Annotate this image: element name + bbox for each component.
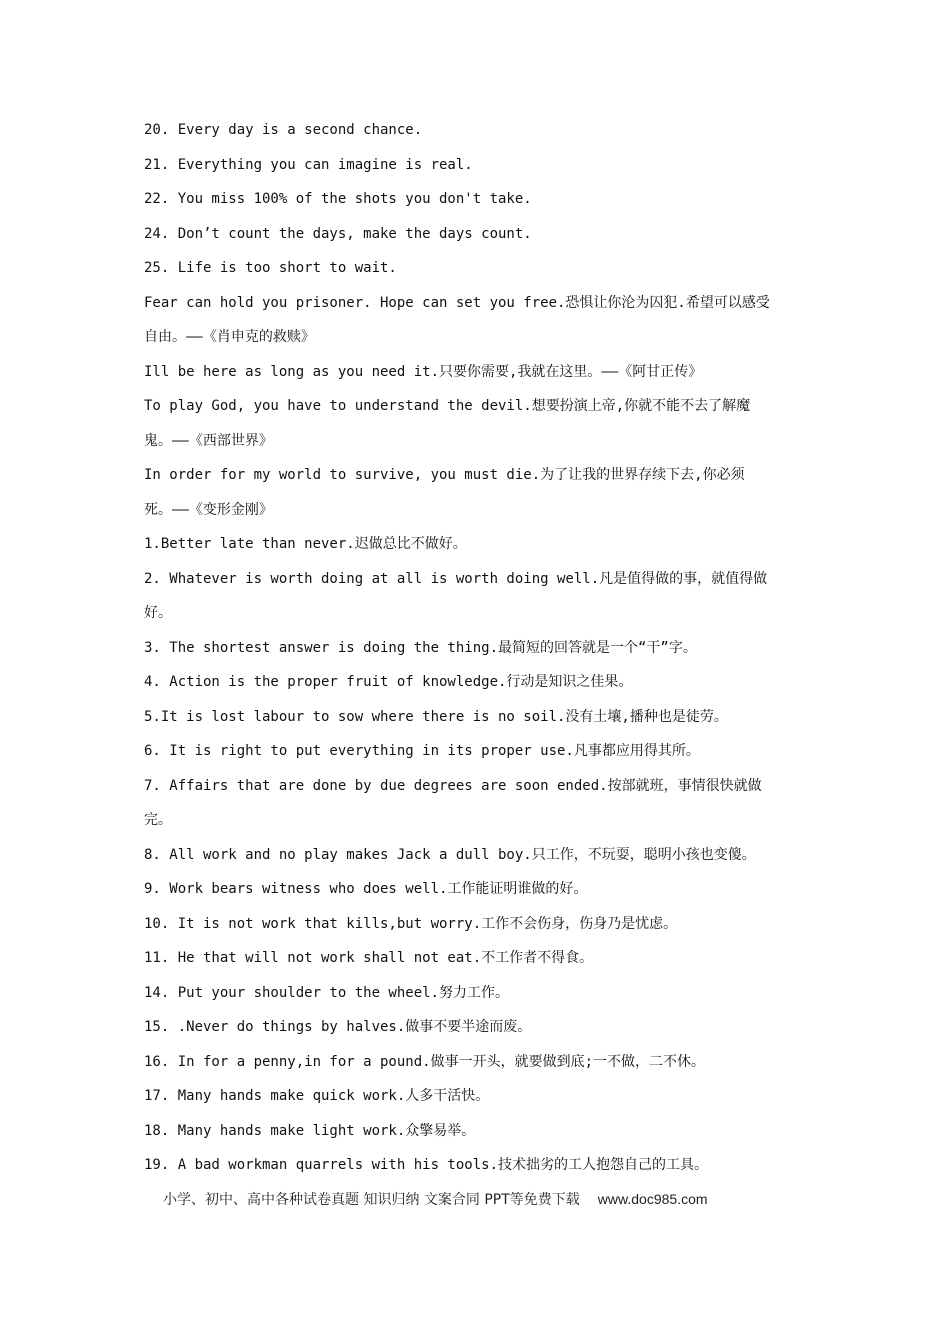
- text-line: 1.Better late than never.迟做总比不做好。: [144, 536, 467, 552]
- text-line: 24. Don’t count the days, make the days count.: [144, 225, 532, 242]
- text-line: 17. Many hands make quick work.人多干活快。: [144, 1088, 490, 1104]
- text-line: 2. Whatever is worth doing at all is worth doing well.凡是值得做的事，就值得做: [144, 570, 768, 587]
- text-line: 8. All work and no play makes Jack a dull boy.只工作，不玩耍，聪明小孩也变傻。: [144, 846, 756, 863]
- text-line: In order for my world to survive, you must die.为了让我的世界存续下去,你必须: [144, 467, 745, 483]
- footer-url: www.doc985.com: [597, 1191, 708, 1207]
- text-line: 19. A bad workman quarrels with his tools.技术拙劣的工人抱怨自己的工具。: [144, 1157, 709, 1173]
- text-line: 11. He that will not work shall not eat.不工作者不得食。: [144, 950, 594, 966]
- text-line: 鬼。——《西部世界》: [144, 432, 273, 449]
- text-line: Fear can hold you prisoner. Hope can set you free.恐惧让你沦为囚犯.希望可以感受: [144, 294, 770, 311]
- text-line: 4. Action is the proper fruit of knowledge.行动是知识之佳果。: [144, 674, 633, 690]
- text-line: 25. Life is too short to wait.: [144, 260, 397, 276]
- text-line: 16. In for a penny,in for a pound.做事一开头，就要做到底;一不做，二不休。: [144, 1053, 706, 1070]
- text-line: 18. Many hands make light work.众擎易举。: [144, 1122, 476, 1139]
- text-line: 好。: [144, 605, 172, 621]
- text-line: 自由。——《肖申克的救赎》: [144, 329, 315, 345]
- page-footer: [163, 1189, 803, 1209]
- text-line: 22. You miss 100% of the shots you don't take.: [144, 191, 532, 207]
- text-line: 20. Every day is a second chance.: [144, 122, 423, 138]
- text-line: 完。: [144, 812, 172, 828]
- text-line: 死。——《变形金刚》: [144, 501, 273, 518]
- text-line: To play God, you have to understand the devil.想要扮演上帝,你就不能不去了解魔: [144, 398, 751, 414]
- text-line: 9. Work bears witness who does well.工作能证明谁做的好。: [144, 881, 588, 897]
- text-line: Ill be here as long as you need it.只要你需要,我就在这里。——《阿甘正传》: [144, 363, 703, 380]
- text-line: 3. The shortest answer is doing the thing.最简短的回答就是一个“干”字。: [144, 639, 697, 656]
- document-body: [144, 112, 814, 1182]
- text-line: 15. .Never do things by halves.做事不要半途而废。: [144, 1019, 532, 1035]
- footer-text: 小学、初中、高中各种试卷真题 知识归纳 文案合同 PPT等免费下载: [163, 1192, 580, 1208]
- text-line: 14. Put your shoulder to the wheel.努力工作。: [144, 984, 510, 1001]
- text-line: 5.It is lost labour to sow where there is no soil.没有土壤,播种也是徒劳。: [144, 708, 728, 725]
- text-line: 6. It is right to put everything in its proper use.凡事都应用得其所。: [144, 743, 700, 759]
- text-line: 10. It is not work that kills,but worry.工作不会伤身，伤身乃是忧虑。: [144, 915, 678, 932]
- text-line: 7. Affairs that are done by due degrees are soon ended.按部就班，事情很快就做: [144, 777, 762, 794]
- text-line: 21. Everything you can imagine is real.: [144, 156, 473, 173]
